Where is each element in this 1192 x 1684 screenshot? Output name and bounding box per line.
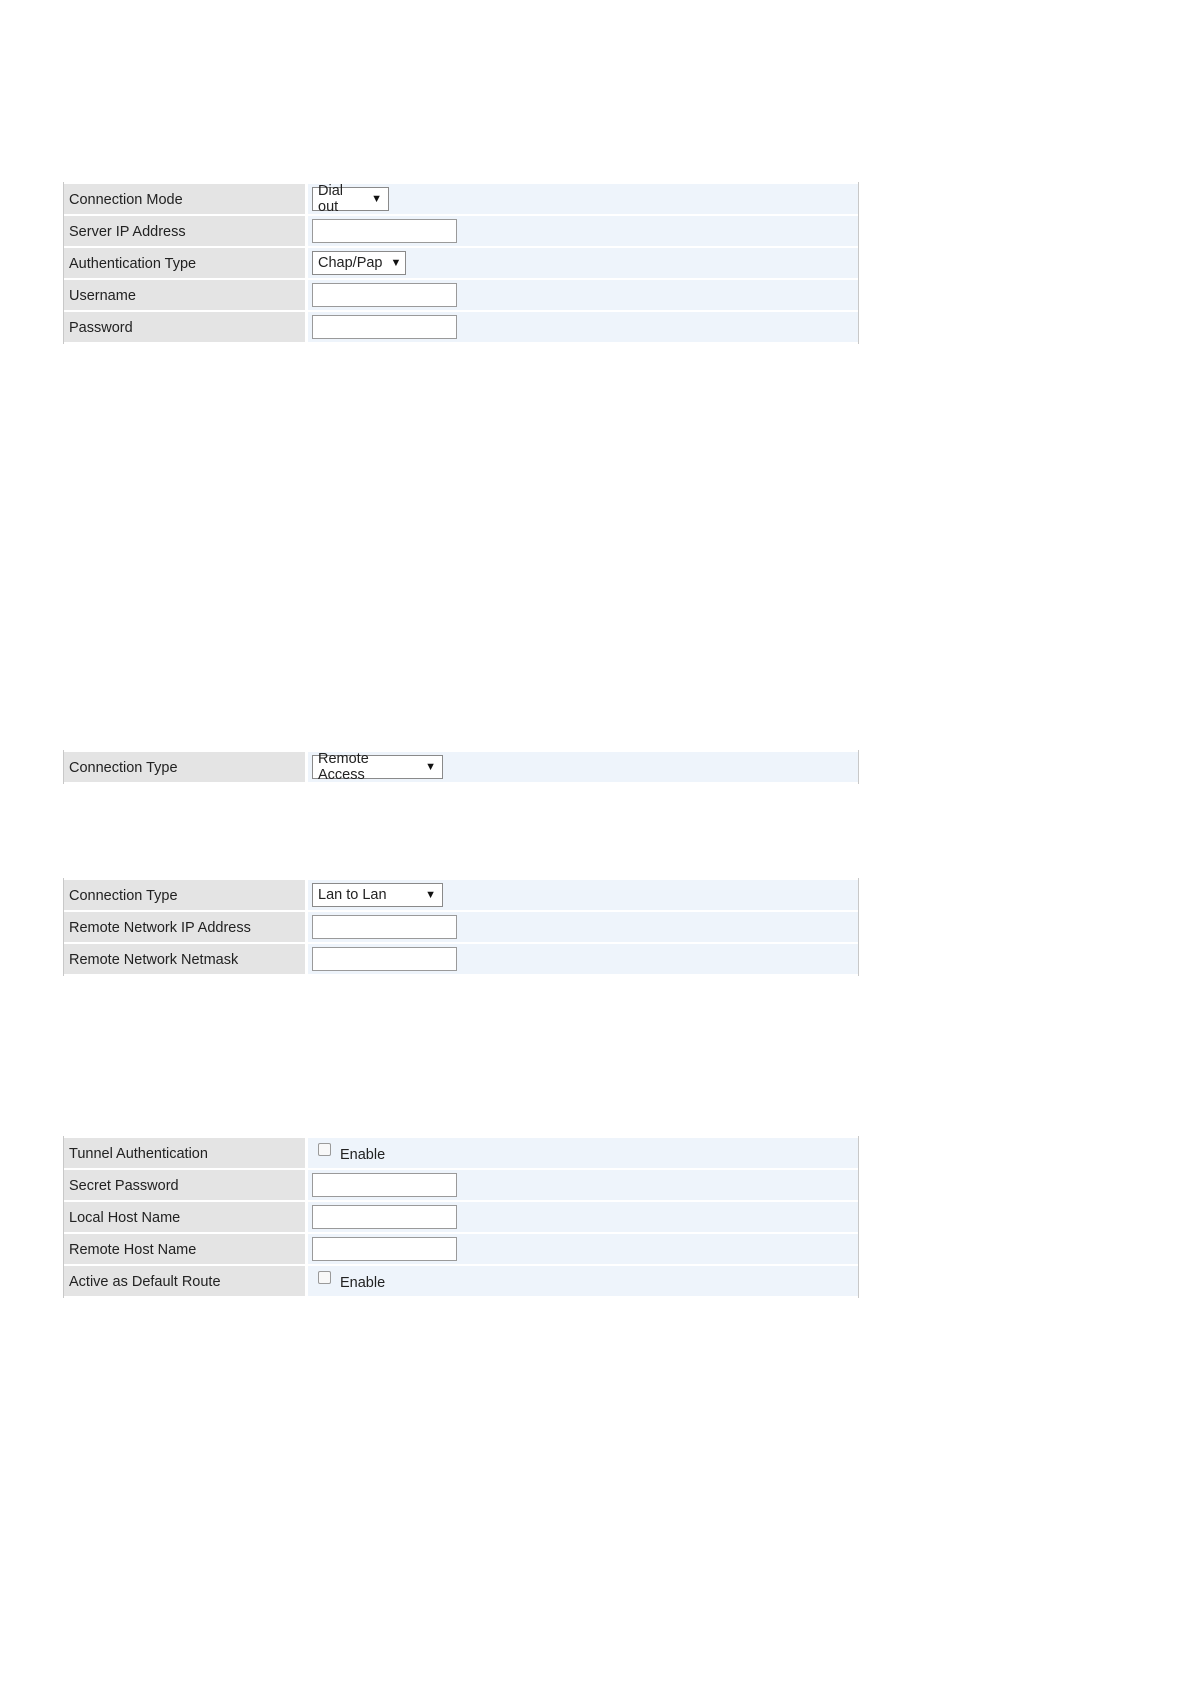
label-cell xyxy=(64,1234,308,1264)
value-cell xyxy=(308,1202,858,1232)
label-cell xyxy=(64,944,308,974)
table-row xyxy=(64,1138,858,1168)
value-cell xyxy=(308,248,858,278)
remote-network-netmask-label: Remote Network Netmask xyxy=(69,951,239,968)
remote-network-ip-address-label: Remote Network IP Address xyxy=(69,919,251,936)
authentication-type-label: Authentication Type xyxy=(69,255,197,272)
value-cell xyxy=(308,944,858,974)
remote-host-name-label: Remote Host Name xyxy=(69,1241,197,1258)
chevron-down-icon: ▼ xyxy=(425,889,436,901)
server-ip-address-input[interactable] xyxy=(312,219,457,243)
tunnel-authentication-enable[interactable] xyxy=(312,1144,386,1163)
label-cell xyxy=(64,1202,308,1232)
remote-host-name-input[interactable] xyxy=(312,1237,457,1261)
password-input[interactable] xyxy=(312,315,457,339)
tunnel-authentication-enable-label: Enable xyxy=(340,1146,386,1163)
remote-access-table xyxy=(63,750,859,784)
default-route-checkbox[interactable] xyxy=(318,1271,331,1284)
connection-mode-label: Connection Mode xyxy=(69,191,183,208)
chevron-down-icon: ▼ xyxy=(390,257,402,269)
connection-mode-select-value: Dial out xyxy=(318,183,343,215)
tunnel-authentication-checkbox[interactable] xyxy=(318,1143,331,1156)
value-cell xyxy=(308,1234,858,1264)
value-cell xyxy=(308,912,858,942)
label-cell xyxy=(64,280,308,310)
table-row xyxy=(64,248,858,278)
username-input[interactable] xyxy=(312,283,457,307)
table-row xyxy=(64,184,858,214)
authentication-type-select[interactable] xyxy=(312,251,406,275)
table-row xyxy=(64,752,858,782)
remote-network-netmask-input[interactable] xyxy=(312,947,457,971)
server-ip-address-label: Server IP Address xyxy=(69,223,186,240)
label-cell xyxy=(64,312,308,342)
lan-to-lan-table xyxy=(63,878,859,976)
table-row xyxy=(64,1202,858,1232)
connection-type-select-value: Remote Access xyxy=(318,751,369,783)
table-row xyxy=(64,1266,858,1296)
tunnel-settings-table xyxy=(63,1136,859,1298)
local-host-name-input[interactable] xyxy=(312,1205,457,1229)
value-cell xyxy=(308,312,858,342)
connection-type-label: Connection Type xyxy=(69,887,178,904)
label-cell xyxy=(64,752,308,782)
table-row xyxy=(64,1170,858,1200)
table-row xyxy=(64,312,858,342)
active-as-default-route-label: Active as Default Route xyxy=(69,1273,221,1290)
label-cell xyxy=(64,248,308,278)
value-cell xyxy=(308,1138,858,1168)
password-label: Password xyxy=(69,319,133,336)
value-cell xyxy=(308,880,858,910)
value-cell xyxy=(308,1170,858,1200)
label-cell xyxy=(64,184,308,214)
chevron-down-icon: ▼ xyxy=(371,193,382,205)
label-cell xyxy=(64,912,308,942)
table-row xyxy=(64,944,858,974)
value-cell xyxy=(308,752,858,782)
value-cell xyxy=(308,280,858,310)
tunnel-authentication-label: Tunnel Authentication xyxy=(69,1145,208,1162)
label-cell xyxy=(64,1266,308,1296)
label-cell xyxy=(64,1170,308,1200)
label-cell xyxy=(64,1138,308,1168)
default-route-enable-label: Enable xyxy=(340,1274,386,1291)
default-route-enable[interactable] xyxy=(312,1272,386,1291)
table-row xyxy=(64,880,858,910)
connection-type-select-value: Lan to Lan xyxy=(318,887,387,903)
label-cell xyxy=(64,216,308,246)
connection-mode-select[interactable] xyxy=(312,183,389,215)
table-row xyxy=(64,216,858,246)
value-cell xyxy=(308,1266,858,1296)
value-cell xyxy=(308,216,858,246)
authentication-type-select-value: Chap/Pap xyxy=(318,255,383,271)
connection-type-label: Connection Type xyxy=(69,759,178,776)
dial-out-settings-table xyxy=(63,182,859,344)
connection-type-select[interactable] xyxy=(312,751,443,783)
chevron-down-icon: ▼ xyxy=(425,761,436,773)
secret-password-label: Secret Password xyxy=(69,1177,179,1194)
table-row xyxy=(64,1234,858,1264)
username-label: Username xyxy=(69,287,136,304)
local-host-name-label: Local Host Name xyxy=(69,1209,181,1226)
table-row xyxy=(64,280,858,310)
remote-network-ip-address-input[interactable] xyxy=(312,915,457,939)
value-cell xyxy=(308,184,858,214)
secret-password-input[interactable] xyxy=(312,1173,457,1197)
label-cell xyxy=(64,880,308,910)
connection-type-select[interactable] xyxy=(312,883,443,907)
table-row xyxy=(64,912,858,942)
